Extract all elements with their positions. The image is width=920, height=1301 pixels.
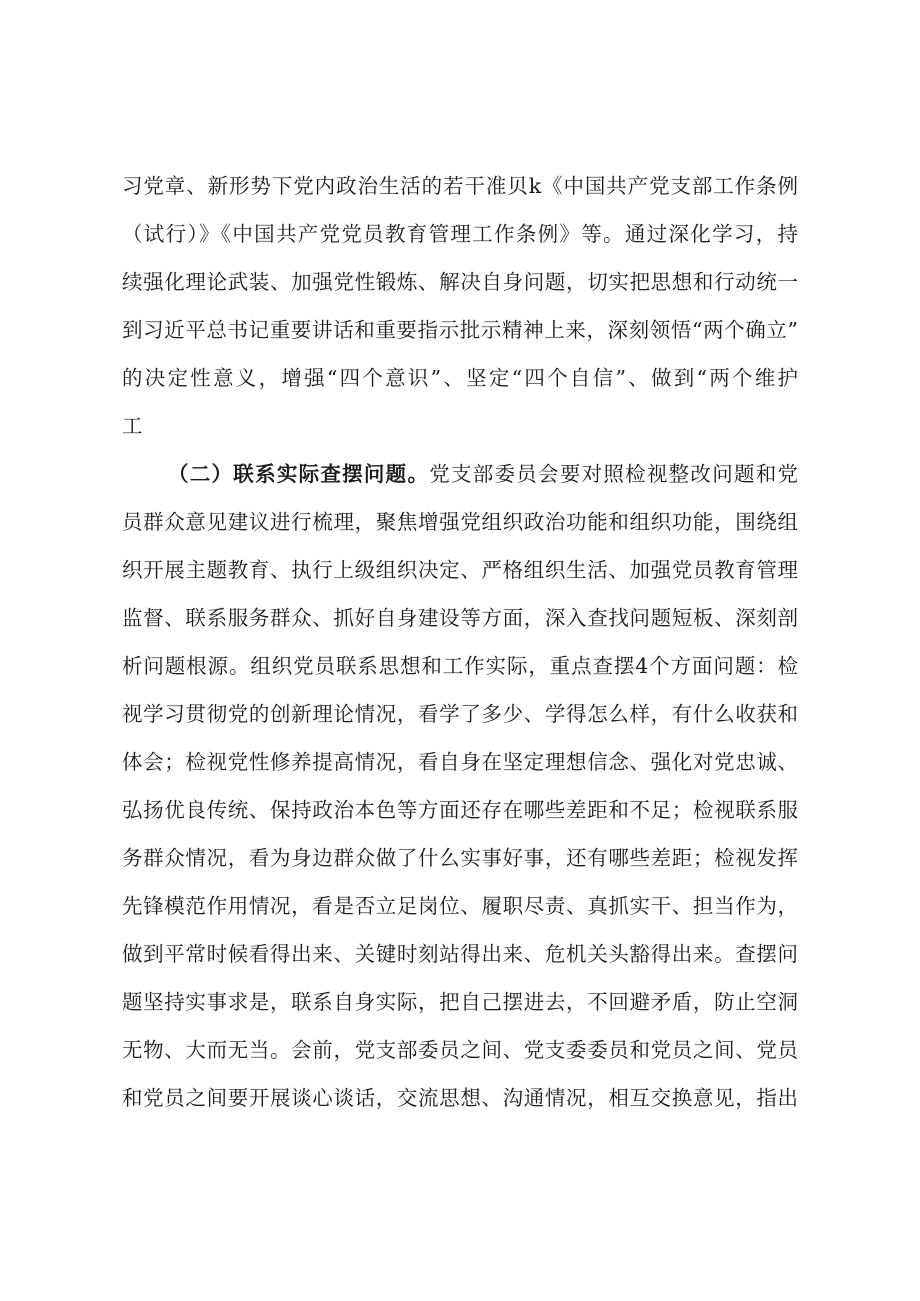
text-line: 续强化理论武装、加强党性锻炼、解决自身问题，切实把思想和行动统一 (122, 270, 798, 294)
text-line: 工 (122, 414, 143, 438)
text-line: 监督、联系服务群众、抓好自身建设等方面，深入查找问题短板、深刻剖 (122, 606, 798, 630)
text-line: 和党员之间要开展谈心谈话，交流思想、沟通情况，相互交换意见，指出 (122, 1086, 798, 1110)
text-line: 析问题根源。组织党员联系思想和工作实际，重点查摆4个方面问题：检 (122, 654, 798, 678)
text-line: 务群众情况，看为身边群众做了什么实事好事，还有哪些差距；检视发挥 (122, 846, 798, 870)
text-line: 做到平常时候看得出来、关键时刻站得出来、危机关头豁得出来。查摆问 (122, 942, 798, 966)
text-line: 无物、大而无当。会前，党支部委员之间、党支委委员和党员之间、党员 (122, 1038, 798, 1062)
text-line: 织开展主题教育、执行上级组织决定、严格组织生活、加强党员教育管理 (122, 558, 798, 582)
text-line: 先锋模范作用情况，看是否立足岗位、履职尽责、真抓实干、担当作为， (122, 894, 798, 918)
text-line: （试行）》《中国共产党党员教育管理工作条例》等。通过深化学习，持 (122, 222, 798, 246)
text-line: 题坚持实事求是，联系自身实际，把自己摆进去，不回避矛盾，防止空洞 (122, 990, 798, 1014)
text-line: 员群众意见建议进行梳理，聚焦增强党组织政治功能和组织功能，围绕组 (122, 510, 798, 534)
text-line: 弘扬优良传统、保持政治本色等方面还存在哪些差距和不足；检视联系服 (122, 798, 798, 822)
text-line: 到习近平总书记重要讲话和重要指示批示精神上来，深刻领悟“两个确立” (122, 318, 798, 342)
text-line: 体会；检视党性修养提高情况，看自身在坚定理想信念、强化对党忠诚、 (122, 750, 798, 774)
section-heading: （二）联系实际查摆问题。 (168, 462, 430, 486)
section-heading-line (168, 460, 798, 488)
heading-line-text: 党支部委员会要对照检视整改问题和党 (429, 462, 799, 486)
text-line: 视学习贯彻党的创新理论情况，看学了多少、学得怎么样，有什么收获和 (122, 702, 798, 726)
text-line: 的决定性意义，增强“四个意识”、坚定“四个自信”、做到“两个维护 (122, 366, 798, 390)
text-line: 习党章、新形势下党内政治生活的若干准贝k《中国共产党支部工作条例 (122, 174, 798, 198)
